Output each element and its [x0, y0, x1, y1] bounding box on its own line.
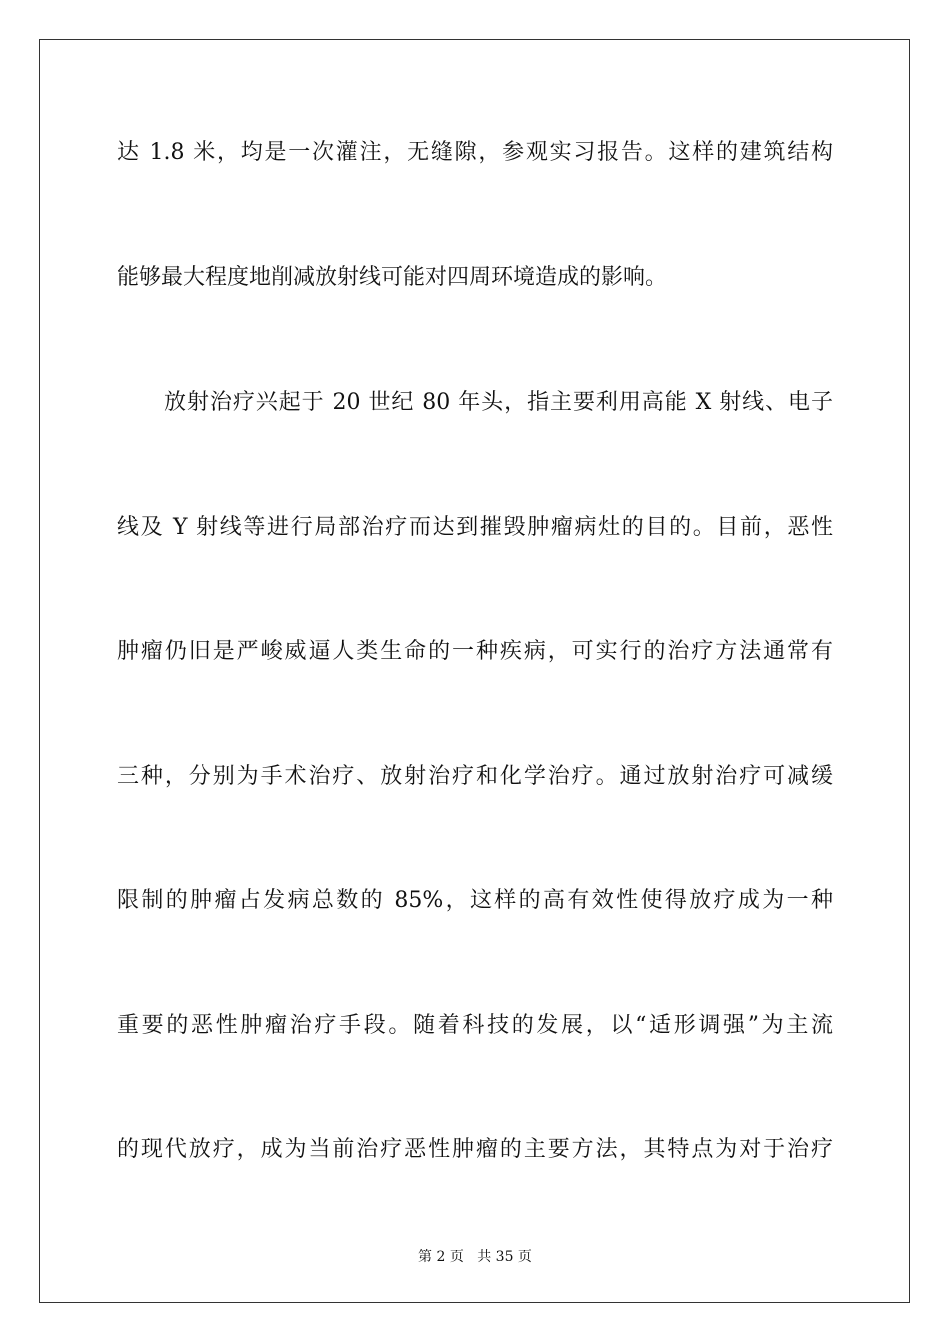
text-line: 三种，分别为手术治疗、放射治疗和化学治疗。通过放射治疗可减缓 — [117, 764, 833, 789]
text-line-paragraph-start: 放射治疗兴起于 20 世纪 80 年头，指主要利用高能 X 射线、电子 — [164, 390, 833, 415]
page-number: 第 2 页 — [418, 1249, 464, 1265]
text-line: 能够最大程度地削减放射线可能对四周环境造成的影响。 — [117, 265, 668, 290]
text-line: 肿瘤仍旧是严峻威逼人类生命的一种疾病，可实行的治疗方法通常有 — [117, 639, 833, 664]
text-line: 线及 Y 射线等进行局部治疗而达到摧毁肿瘤病灶的目的。目前，恶性 — [117, 515, 833, 540]
page-frame — [39, 39, 910, 1303]
text-line: 达 1.8 米，均是一次灌注，无缝隙，参观实习报告。这样的建筑结构 — [117, 140, 833, 165]
text-line: 限制的肿瘤占发病总数的 85%，这样的高有效性使得放疗成为一种 — [117, 888, 833, 913]
text-line: 的现代放疗，成为当前治疗恶性肿瘤的主要方法，其特点为对于治疗 — [117, 1137, 833, 1162]
page-footer — [0, 1248, 950, 1266]
page-total: 共 35 页 — [477, 1249, 532, 1265]
text-line: 重要的恶性肿瘤治疗手段。随着科技的发展，以“适形调强”为主流 — [117, 1013, 833, 1038]
